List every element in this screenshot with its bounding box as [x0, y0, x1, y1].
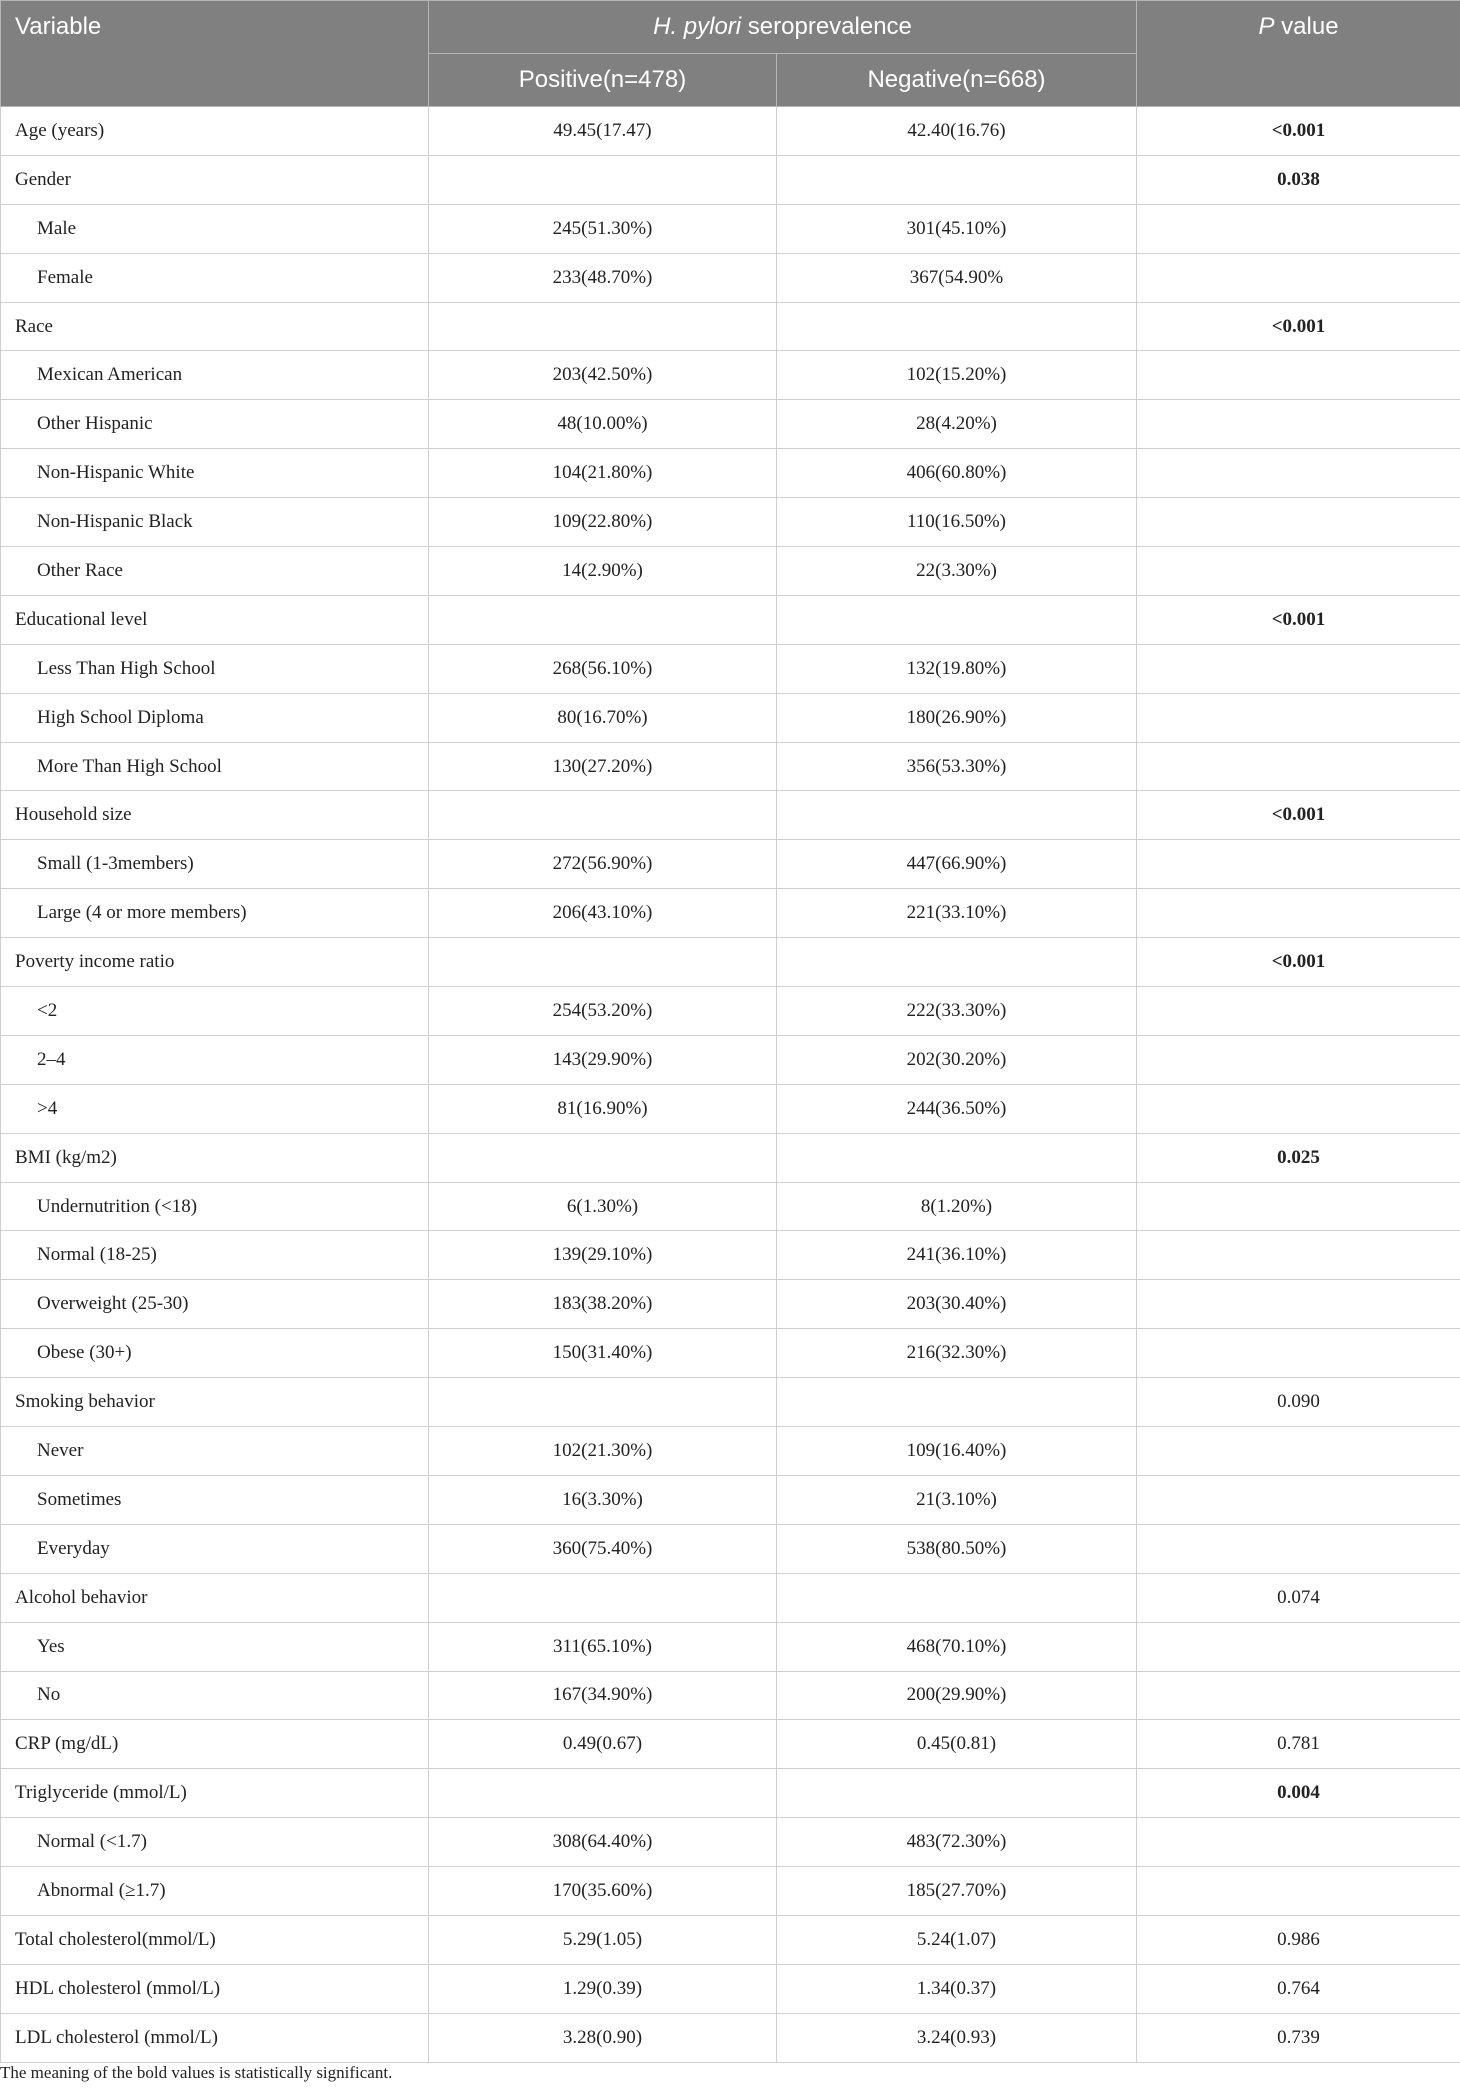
table-row — [1, 204, 1460, 253]
negative-cell — [777, 595, 1137, 644]
seroprevalence-group-header — [429, 1, 1137, 54]
negative-cell — [777, 1378, 1137, 1427]
variable-cell: Large (4 or more members) — [1, 889, 429, 938]
p-value-column-header — [1137, 1, 1460, 107]
positive-cell: 130(27.20%) — [429, 742, 777, 791]
positive-cell: 3.28(0.90) — [429, 2013, 777, 2062]
p-value-cell — [1137, 1280, 1460, 1329]
p-value-cell — [1137, 1427, 1460, 1476]
p-value-cell: <0.001 — [1137, 302, 1460, 351]
negative-cell: 200(29.90%) — [777, 1671, 1137, 1720]
p-value-cell: 0.025 — [1137, 1133, 1460, 1182]
variable-cell: Alcohol behavior — [1, 1573, 429, 1622]
positive-cell — [429, 1133, 777, 1182]
negative-cell: 468(70.10%) — [777, 1622, 1137, 1671]
positive-cell: 81(16.90%) — [429, 1084, 777, 1133]
p-value-cell — [1137, 547, 1460, 596]
variable-cell: No — [1, 1671, 429, 1720]
table-row — [1, 2013, 1460, 2062]
positive-cell — [429, 791, 777, 840]
table-row — [1, 1915, 1460, 1964]
table-row — [1, 1378, 1460, 1427]
table-row — [1, 498, 1460, 547]
variable-cell: Normal (<1.7) — [1, 1818, 429, 1867]
p-value-cell: 0.074 — [1137, 1573, 1460, 1622]
p-value-cell — [1137, 840, 1460, 889]
variable-cell: Poverty income ratio — [1, 938, 429, 987]
positive-cell: 150(31.40%) — [429, 1329, 777, 1378]
positive-cell: 49.45(17.47) — [429, 107, 777, 156]
variable-cell: LDL cholesterol (mmol/L) — [1, 2013, 429, 2062]
table-row — [1, 693, 1460, 742]
p-value-cell: 0.739 — [1137, 2013, 1460, 2062]
positive-cell — [429, 1378, 777, 1427]
positive-cell: 245(51.30%) — [429, 204, 777, 253]
negative-cell: 202(30.20%) — [777, 1035, 1137, 1084]
variable-column-header: Variable — [1, 1, 429, 107]
p-value-cell: <0.001 — [1137, 938, 1460, 987]
p-value-cell — [1137, 644, 1460, 693]
negative-cell — [777, 791, 1137, 840]
table-footnote: The meaning of the bold values is statistically significant. — [0, 2063, 393, 2082]
negative-cell: 3.24(0.93) — [777, 2013, 1137, 2062]
table-row — [1, 107, 1460, 156]
negative-cell: 21(3.10%) — [777, 1475, 1137, 1524]
p-value-cell — [1137, 1182, 1460, 1231]
p-value-cell — [1137, 742, 1460, 791]
table-row — [1, 1818, 1460, 1867]
table-row — [1, 1524, 1460, 1573]
negative-cell: 110(16.50%) — [777, 498, 1137, 547]
positive-cell: 1.29(0.39) — [429, 1964, 777, 2013]
table-row — [1, 400, 1460, 449]
table-row — [1, 987, 1460, 1036]
table-row — [1, 1427, 1460, 1476]
p-value-cell — [1137, 1329, 1460, 1378]
table-row — [1, 1035, 1460, 1084]
table-row — [1, 1329, 1460, 1378]
negative-cell: 102(15.20%) — [777, 351, 1137, 400]
p-value-cell: <0.001 — [1137, 107, 1460, 156]
variable-cell: Less Than High School — [1, 644, 429, 693]
p-value-cell — [1137, 987, 1460, 1036]
negative-cell: 221(33.10%) — [777, 889, 1137, 938]
table-row — [1, 595, 1460, 644]
variable-cell: Household size — [1, 791, 429, 840]
positive-column-header: Positive(n=478) — [429, 54, 777, 107]
variable-cell: Abnormal (≥1.7) — [1, 1867, 429, 1916]
table-row — [1, 1720, 1460, 1769]
p-value-cell — [1137, 400, 1460, 449]
p-value-cell — [1137, 1231, 1460, 1280]
p-value-cell — [1137, 1524, 1460, 1573]
positive-cell: 80(16.70%) — [429, 693, 777, 742]
variable-cell: HDL cholesterol (mmol/L) — [1, 1964, 429, 2013]
variable-cell: Sometimes — [1, 1475, 429, 1524]
p-value-cell — [1137, 1622, 1460, 1671]
variable-cell: More Than High School — [1, 742, 429, 791]
positive-cell: 308(64.40%) — [429, 1818, 777, 1867]
variable-cell: Gender — [1, 155, 429, 204]
table-row — [1, 791, 1460, 840]
positive-cell: 143(29.90%) — [429, 1035, 777, 1084]
table-row — [1, 351, 1460, 400]
seroprevalence-label: seroprevalence — [741, 13, 912, 40]
p-value-cell — [1137, 1671, 1460, 1720]
table-row — [1, 1769, 1460, 1818]
variable-cell: Undernutrition (<18) — [1, 1182, 429, 1231]
p-letter: P — [1258, 13, 1275, 40]
negative-cell: 301(45.10%) — [777, 204, 1137, 253]
variable-cell: >4 — [1, 1084, 429, 1133]
negative-cell: 447(66.90%) — [777, 840, 1137, 889]
table-header — [1, 1, 1460, 107]
negative-cell — [777, 155, 1137, 204]
positive-cell: 311(65.10%) — [429, 1622, 777, 1671]
p-value-cell — [1137, 449, 1460, 498]
variable-cell: Female — [1, 253, 429, 302]
variable-cell: Non-Hispanic Black — [1, 498, 429, 547]
p-value-cell — [1137, 1035, 1460, 1084]
negative-cell: 216(32.30%) — [777, 1329, 1137, 1378]
table-row — [1, 1182, 1460, 1231]
variable-cell: Non-Hispanic White — [1, 449, 429, 498]
positive-cell: 104(21.80%) — [429, 449, 777, 498]
positive-cell: 233(48.70%) — [429, 253, 777, 302]
negative-cell: 483(72.30%) — [777, 1818, 1137, 1867]
table-row — [1, 1084, 1460, 1133]
negative-cell — [777, 1769, 1137, 1818]
p-value-cell: <0.001 — [1137, 791, 1460, 840]
variable-cell: Yes — [1, 1622, 429, 1671]
p-value-cell — [1137, 351, 1460, 400]
negative-cell: 28(4.20%) — [777, 400, 1137, 449]
p-value-cell — [1137, 253, 1460, 302]
negative-cell: 222(33.30%) — [777, 987, 1137, 1036]
variable-cell: Race — [1, 302, 429, 351]
negative-column-header: Negative(n=668) — [777, 54, 1137, 107]
p-value-cell — [1137, 1475, 1460, 1524]
table-row — [1, 840, 1460, 889]
negative-cell: 5.24(1.07) — [777, 1915, 1137, 1964]
positive-cell: 170(35.60%) — [429, 1867, 777, 1916]
variable-cell: Age (years) — [1, 107, 429, 156]
p-value-cell — [1137, 204, 1460, 253]
variable-cell: BMI (kg/m2) — [1, 1133, 429, 1182]
negative-cell: 203(30.40%) — [777, 1280, 1137, 1329]
variable-cell: Never — [1, 1427, 429, 1476]
variable-cell: Triglyceride (mmol/L) — [1, 1769, 429, 1818]
negative-cell: 109(16.40%) — [777, 1427, 1137, 1476]
p-value-cell — [1137, 1867, 1460, 1916]
table-row — [1, 1133, 1460, 1182]
positive-cell: 6(1.30%) — [429, 1182, 777, 1231]
negative-cell: 22(3.30%) — [777, 547, 1137, 596]
negative-cell: 42.40(16.76) — [777, 107, 1137, 156]
negative-cell: 180(26.90%) — [777, 693, 1137, 742]
negative-cell: 367(54.90% — [777, 253, 1137, 302]
negative-cell: 1.34(0.37) — [777, 1964, 1137, 2013]
variable-cell: High School Diploma — [1, 693, 429, 742]
positive-cell — [429, 155, 777, 204]
table-row — [1, 1867, 1460, 1916]
positive-cell: 102(21.30%) — [429, 1427, 777, 1476]
hpylori-label: H. pylori — [653, 13, 742, 40]
positive-cell: 109(22.80%) — [429, 498, 777, 547]
positive-cell — [429, 938, 777, 987]
variable-cell: Mexican American — [1, 351, 429, 400]
table-row — [1, 449, 1460, 498]
negative-cell: 538(80.50%) — [777, 1524, 1137, 1573]
positive-cell: 183(38.20%) — [429, 1280, 777, 1329]
table-row — [1, 742, 1460, 791]
variable-cell: Male — [1, 204, 429, 253]
variable-cell: Overweight (25-30) — [1, 1280, 429, 1329]
negative-cell: 241(36.10%) — [777, 1231, 1137, 1280]
negative-cell — [777, 1573, 1137, 1622]
p-value-cell: 0.764 — [1137, 1964, 1460, 2013]
table-body — [1, 107, 1460, 2063]
variable-cell: CRP (mg/dL) — [1, 1720, 429, 1769]
variable-cell: Obese (30+) — [1, 1329, 429, 1378]
variable-cell: 2–4 — [1, 1035, 429, 1084]
negative-cell: 8(1.20%) — [777, 1182, 1137, 1231]
variable-cell: Total cholesterol(mmol/L) — [1, 1915, 429, 1964]
positive-cell: 206(43.10%) — [429, 889, 777, 938]
positive-cell — [429, 302, 777, 351]
negative-cell: 356(53.30%) — [777, 742, 1137, 791]
positive-cell: 268(56.10%) — [429, 644, 777, 693]
table-row — [1, 155, 1460, 204]
positive-cell: 14(2.90%) — [429, 547, 777, 596]
p-value-cell: 0.038 — [1137, 155, 1460, 204]
table-row — [1, 1280, 1460, 1329]
value-label: value — [1274, 13, 1339, 40]
p-value-cell — [1137, 1818, 1460, 1867]
negative-cell: 406(60.80%) — [777, 449, 1137, 498]
positive-cell: 254(53.20%) — [429, 987, 777, 1036]
table-row — [1, 889, 1460, 938]
positive-cell: 272(56.90%) — [429, 840, 777, 889]
table-row — [1, 1622, 1460, 1671]
positive-cell — [429, 1573, 777, 1622]
positive-cell: 203(42.50%) — [429, 351, 777, 400]
positive-cell: 360(75.40%) — [429, 1524, 777, 1573]
p-value-cell: 0.781 — [1137, 1720, 1460, 1769]
p-value-cell — [1137, 1084, 1460, 1133]
positive-cell: 5.29(1.05) — [429, 1915, 777, 1964]
p-value-cell: 0.004 — [1137, 1769, 1460, 1818]
negative-cell: 132(19.80%) — [777, 644, 1137, 693]
variable-cell: Other Hispanic — [1, 400, 429, 449]
table-row — [1, 1231, 1460, 1280]
table-row — [1, 302, 1460, 351]
table-row — [1, 938, 1460, 987]
p-value-cell — [1137, 693, 1460, 742]
table-row — [1, 253, 1460, 302]
table-row — [1, 547, 1460, 596]
variable-cell: Everyday — [1, 1524, 429, 1573]
p-value-cell: 0.986 — [1137, 1915, 1460, 1964]
positive-cell: 139(29.10%) — [429, 1231, 777, 1280]
negative-cell: 0.45(0.81) — [777, 1720, 1137, 1769]
negative-cell — [777, 938, 1137, 987]
p-value-cell: 0.090 — [1137, 1378, 1460, 1427]
p-value-cell: <0.001 — [1137, 595, 1460, 644]
variable-cell: Educational level — [1, 595, 429, 644]
variable-cell: Normal (18-25) — [1, 1231, 429, 1280]
variable-cell: <2 — [1, 987, 429, 1036]
variable-cell: Small (1-3members) — [1, 840, 429, 889]
p-value-cell — [1137, 498, 1460, 547]
table-row — [1, 644, 1460, 693]
table-row — [1, 1573, 1460, 1622]
positive-cell: 16(3.30%) — [429, 1475, 777, 1524]
positive-cell: 0.49(0.67) — [429, 1720, 777, 1769]
variable-cell: Other Race — [1, 547, 429, 596]
positive-cell: 167(34.90%) — [429, 1671, 777, 1720]
table-row — [1, 1475, 1460, 1524]
negative-cell: 244(36.50%) — [777, 1084, 1137, 1133]
variable-cell: Smoking behavior — [1, 1378, 429, 1427]
positive-cell — [429, 595, 777, 644]
negative-cell: 185(27.70%) — [777, 1867, 1137, 1916]
table-row — [1, 1671, 1460, 1720]
positive-cell — [429, 1769, 777, 1818]
p-value-cell — [1137, 889, 1460, 938]
negative-cell — [777, 302, 1137, 351]
positive-cell: 48(10.00%) — [429, 400, 777, 449]
table-row — [1, 1964, 1460, 2013]
negative-cell — [777, 1133, 1137, 1182]
